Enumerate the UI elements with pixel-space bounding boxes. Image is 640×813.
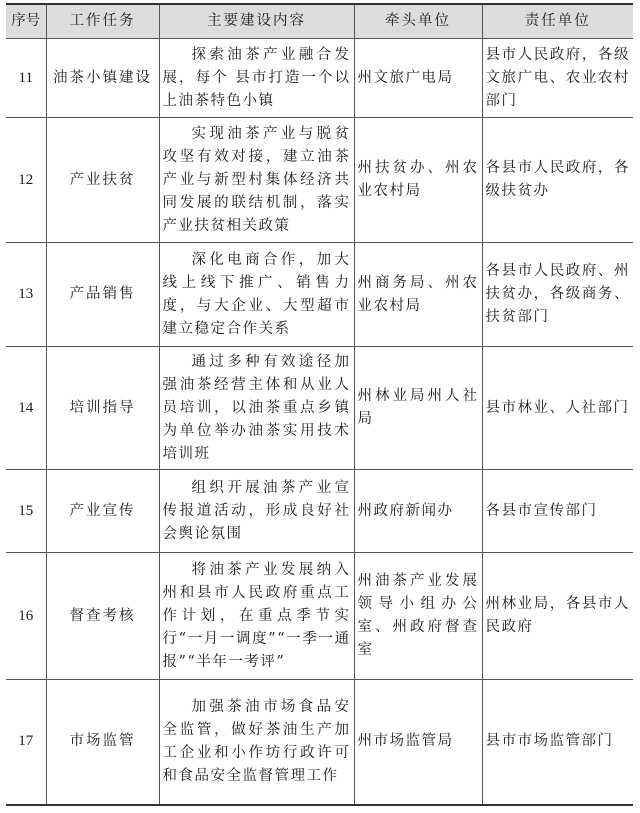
table-row	[6, 470, 633, 553]
row-lead-unit: 州政府新闻办	[354, 470, 482, 553]
row-responsible-unit: 县市市场监管部门	[482, 680, 633, 805]
row-task: 产业宣传	[46, 470, 159, 553]
row-responsible-unit: 各县市人民政府、州扶贫办，各级商务、扶贫部门	[482, 243, 633, 347]
table-row	[6, 118, 633, 243]
header-number: 序号	[6, 4, 46, 39]
row-lead-unit: 州扶贫办、州农业农村局	[354, 118, 482, 243]
row-responsible-unit: 各县市人民政府，各级扶贫办	[482, 118, 633, 243]
row-content: 组织开展油茶产业宣传报道活动，形成良好社会舆论氛围	[159, 470, 354, 553]
row-responsible-unit: 县市人民政府，各级文旅广电、农业农村部门	[482, 39, 633, 118]
row-number: 14	[6, 347, 46, 470]
header-lead-unit: 牵头单位	[354, 4, 482, 39]
work-task-table	[6, 3, 633, 806]
table-row	[6, 680, 633, 805]
table-header-row	[6, 4, 633, 39]
row-lead-unit: 州商务局、州农业农村局	[354, 243, 482, 347]
row-number: 11	[6, 39, 46, 118]
row-content: 加强茶油市场食品安全监管，做好茶油生产加工企业和小作坊行政许可和食品安全监督管理工作	[159, 680, 354, 805]
header-content: 主要建设内容	[159, 4, 354, 39]
row-task: 产品销售	[46, 243, 159, 347]
row-lead-unit: 州油茶产业发展领导小组办公室、州政府督查室	[354, 553, 482, 680]
header-task: 工作任务	[46, 4, 159, 39]
row-content: 深化电商合作，加大线上线下推广、销售力度，与大企业、大型超市建立稳定合作关系	[159, 243, 354, 347]
row-content: 通过多种有效途径加强油茶经营主体和从业人员培训，以油茶重点乡镇为单位举办油茶实用技术培训班	[159, 347, 354, 470]
row-task: 督查考核	[46, 553, 159, 680]
row-responsible-unit: 各县市宣传部门	[482, 470, 633, 553]
row-content: 实现油茶产业与脱贫攻坚有效对接，建立油茶产业与新型村集体经济共同发展的联结机制，落实产业扶贫相关政策	[159, 118, 354, 243]
row-number: 17	[6, 680, 46, 805]
table-row	[6, 243, 633, 347]
row-task: 产业扶贫	[46, 118, 159, 243]
row-lead-unit: 州文旅广电局	[354, 39, 482, 118]
row-lead-unit: 州市场监管局	[354, 680, 482, 805]
row-responsible-unit: 州林业局，各县市人民政府	[482, 553, 633, 680]
header-responsible-unit: 责任单位	[482, 4, 633, 39]
row-number: 12	[6, 118, 46, 243]
row-content: 将油茶产业发展纳入州和县市人民政府重点工作计划，在重点季节实行“一月一调度”“一季一通报”“半年一考评”	[159, 553, 354, 680]
row-number: 13	[6, 243, 46, 347]
row-lead-unit: 州林业局州人社局	[354, 347, 482, 470]
row-number: 15	[6, 470, 46, 553]
row-content: 探索油茶产业融合发展，每个 县市打造一个以上油茶特色小镇	[159, 39, 354, 118]
row-responsible-unit: 县市林业、人社部门	[482, 347, 633, 470]
row-task: 培训指导	[46, 347, 159, 470]
row-number: 16	[6, 553, 46, 680]
table-row	[6, 347, 633, 470]
row-task: 市场监管	[46, 680, 159, 805]
table-row	[6, 39, 633, 118]
table-row	[6, 553, 633, 680]
row-task: 油茶小镇建设	[46, 39, 159, 118]
